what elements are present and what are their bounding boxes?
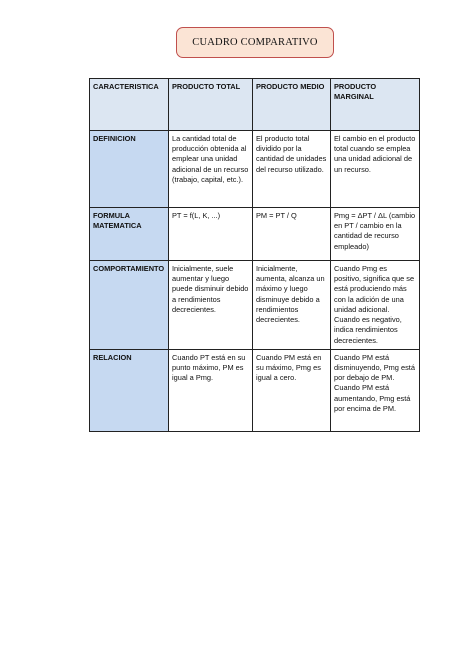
- table-row: [90, 208, 420, 261]
- cell-comportamiento-pmg: Cuando Pmg es positivo, significa que se está produciendo más con la adición de una unidad adicional. Cuando es negativo, indica rendimientos decrecientes.: [331, 261, 420, 350]
- table-row: [90, 349, 420, 431]
- row-label-comportamiento: COMPORTAMIENTO: [90, 261, 169, 350]
- header-producto-marginal: PRODUCTO MARGINAL: [331, 79, 420, 131]
- cell-definicion-pt: La cantidad total de producción obtenida al emplear una unidad adicional de un recurso (trabajo, capital, etc.).: [169, 131, 253, 208]
- cell-comportamiento-pm: Inicialmente, aumenta, alcanza un máximo y luego disminuye debido a rendimientos decrecientes.: [253, 261, 331, 350]
- header-caracteristica: CARACTERISTICA: [90, 79, 169, 131]
- cell-relacion-pt: Cuando PT está en su punto máximo, PM es igual a Pmg.: [169, 349, 253, 431]
- cell-formula-pt: PT = f(L, K, ...): [169, 208, 253, 261]
- header-producto-medio: PRODUCTO MEDIO: [253, 79, 331, 131]
- row-label-formula: FORMULA MATEMATICA: [90, 208, 169, 261]
- row-label-definicion: DEFINICION: [90, 131, 169, 208]
- header-producto-total: PRODUCTO TOTAL: [169, 79, 253, 131]
- cell-relacion-pmg: Cuando PM está disminuyendo, Pmg está por debajo de PM. Cuando PM está aumentando, Pmg está por encima de PM.: [331, 349, 420, 431]
- table-header-row: [90, 79, 420, 131]
- row-label-relacion: RELACION: [90, 349, 169, 431]
- comparison-table: [89, 78, 420, 432]
- cell-comportamiento-pt: Inicialmente, suele aumentar y luego puede disminuir debido a rendimientos decrecientes.: [169, 261, 253, 350]
- cell-definicion-pm: El producto total dividido por la cantidad de unidades del recurso utilizado.: [253, 131, 331, 208]
- cell-formula-pmg: Pmg = ΔPT / ΔL (cambio en PT / cambio en la cantidad de recurso empleado): [331, 208, 420, 261]
- document-title: CUADRO COMPARATIVO: [176, 27, 334, 58]
- table-row: [90, 131, 420, 208]
- cell-relacion-pm: Cuando PM está en su máximo, Pmg es igual a cero.: [253, 349, 331, 431]
- table-row: [90, 261, 420, 350]
- cell-definicion-pmg: El cambio en el producto total cuando se emplea una unidad adicional de un recurso.: [331, 131, 420, 208]
- cell-formula-pm: PM = PT / Q: [253, 208, 331, 261]
